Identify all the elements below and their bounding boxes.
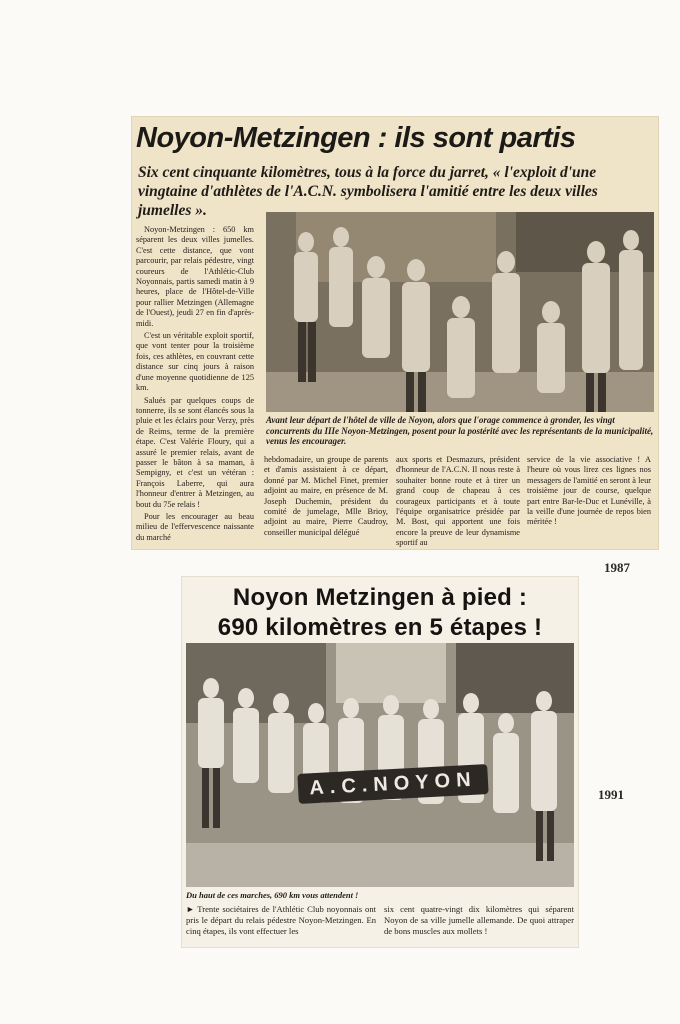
- group-photo-1987-illustration: [266, 212, 654, 412]
- column-2: hebdomadaire, un groupe de parents et d'amis assistaient à ce départ, donné par M. Michel Finet, premier adjoint au maire, en présence de M. Joseph Duchemin, président du comité de jumelage, Mlle Brioy, adjoint au maire, Pierre Caudroy, conseiller municipal délégué: [264, 455, 388, 537]
- headline-1987: Noyon-Metzingen : ils sont partis: [136, 122, 576, 154]
- club-banner: A.C.NOYON: [297, 764, 488, 804]
- paragraph: Pour les encourager au beau milieu de l'effervescence naissante du marché: [136, 511, 254, 542]
- photo-caption-1991: Du haut de ces marches, 690 km vous attendent !: [186, 890, 359, 900]
- group-photo-1991: [186, 643, 574, 887]
- paragraph: Salués par quelques coups de tonnerre, ils se sont élancés sous la pluie et les éclairs pour Verzy, près de Reims, terme de la première étape. C'est Valérie Floury, qui a assuré le premier relais, avant de passer le bâton à sa maman, à Sempigny, et c'est un vétéran : François Laberre, qui aura l'honneur d'entrer à Metzingen, au bout du 75e relais !: [136, 395, 254, 509]
- article-1991: [182, 577, 578, 947]
- photo-caption-1987: Avant leur départ de l'hôtel de ville de Noyon, alors que l'orage commence à gronder, les vingt concurrents du IIIe Noyon-Metzingen, posent pour la postérité avec les représentants de la municipalité, venus les encourager.: [266, 415, 654, 446]
- paragraph: Noyon-Metzingen : 650 km séparent les deux villes jumelles. C'est cette distance, que vont parcourir, par relais pédestre, vingt coureurs de l'Athlétic-Club Noyonnais, partis samedi matin à 9 heures, place de l'Hôtel-de-Ville pour rallier Metzingen (Allemagne de l'Ouest), jeudi 27 en fin d'après-midi.: [136, 225, 254, 328]
- headline-1991-line1: Noyon Metzingen à pied :: [232, 584, 528, 611]
- group-photo-1991-illustration: [186, 643, 574, 887]
- year-label-1987: 1987: [604, 560, 630, 575]
- column-3: aux sports et Desmazurs, président d'honneur de l'A.C.N. Il nous reste à souhaiter bonne route et à tirer un grand coup de chapeau à ces courageux participants et à toute l'équipe organisatrice présidée par M. Bost, qui apportent une fois encore la preuve de leur dynamisme sportif au: [396, 455, 520, 548]
- body-1991-right: six cent quatre-vingt dix kilomètres qui séparent Noyon de sa ville jumelle allemande. De quoi attraper de bons muscles aux mollets !: [384, 904, 574, 936]
- lede-1987: Six cent cinquante kilomètres, tous à la force du jarret, « l'exploit d'une vingtaine d'athlètes de l'A.C.N. symbolisera l'amitié entre les deux villes jumelles ».: [138, 164, 598, 219]
- column-4: service de la vie associative ! A l'heure où vous lirez ces lignes nos messagers de l'amitié en seront à leur troisième jour de course, quelque part entre Bar-le-Duc et Lunéville, à la veille d'une journée de repos bien méritée !: [527, 455, 651, 527]
- year-label-1991: 1991: [598, 787, 624, 802]
- column-1: [136, 225, 254, 545]
- body-1991-left: ► Trente sociétaires de l'Athlétic Club noyonnais ont pris le départ du relais pédestre Noyon-Metzingen. En cinq étapes, ils vont effectuer les: [186, 904, 376, 936]
- paragraph: C'est un véritable exploit sportif, que vont tenter pour la troisième fois, ces athlètes, en couvrant cette distance sur cinq jours à raison d'une moyenne quotidienne de 125 km.: [136, 331, 254, 393]
- headline-1991-line2: 690 kilomètres en 5 étapes !: [217, 614, 543, 641]
- group-photo-1987: [266, 212, 654, 412]
- article-1987: [132, 117, 658, 549]
